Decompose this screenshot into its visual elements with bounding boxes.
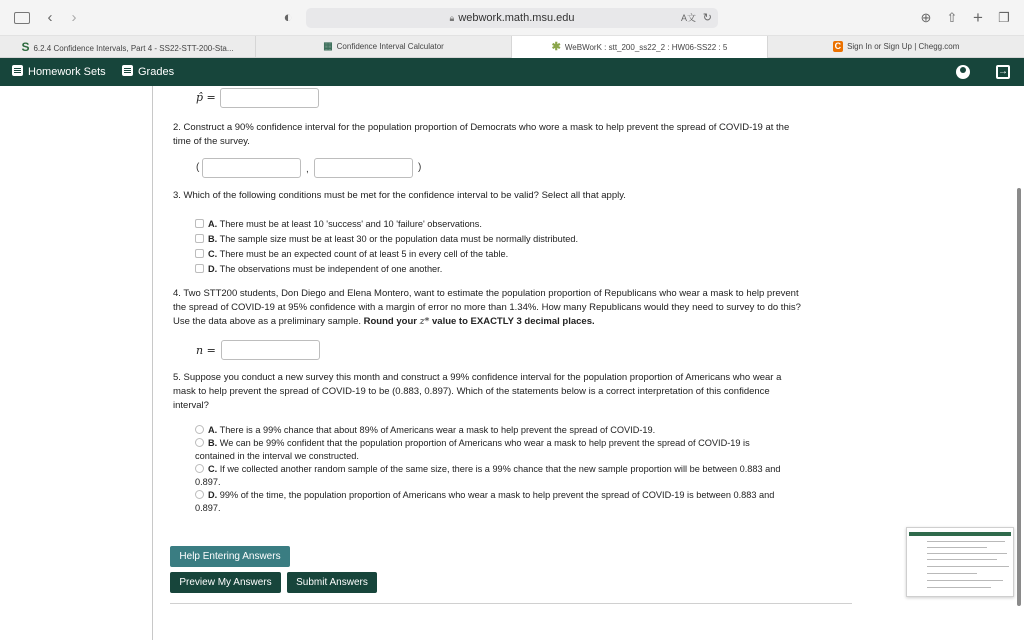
q5-option-b[interactable]	[195, 437, 845, 463]
thumbnail-line	[927, 553, 1007, 554]
option-letter: C.	[208, 464, 218, 474]
url-text: webwork.math.msu.edu	[458, 12, 575, 24]
option-letter: D.	[208, 490, 218, 500]
q5-option-c[interactable]	[195, 463, 845, 489]
q3-option-b[interactable]	[195, 233, 845, 246]
n-label: n =	[196, 344, 216, 357]
tab-overview-icon[interactable]: ❐	[998, 10, 1010, 25]
sidebar-icon[interactable]	[14, 12, 30, 24]
option-text: There is a 99% chance that about 89% of Americans wear a mask to help prevent the spread of COVID-19.	[219, 425, 656, 435]
submit-answers-button[interactable]: Submit Answers	[287, 572, 377, 593]
grades-link[interactable]	[122, 58, 174, 86]
footer-divider	[170, 603, 852, 604]
option-text-continued: 0.897.	[195, 477, 221, 487]
share-icon[interactable]: ⇧	[946, 10, 958, 25]
course-favicon-icon: S	[21, 40, 30, 54]
q3-option-c[interactable]	[195, 248, 845, 261]
new-tab-icon[interactable]: +	[973, 8, 983, 27]
q3-option-a[interactable]	[195, 218, 845, 231]
download-icon[interactable]: ⊕	[920, 10, 932, 25]
help-entering-answers-button[interactable]: Help Entering Answers	[170, 546, 290, 567]
address-bar[interactable]	[306, 8, 718, 28]
thumbnail-line	[927, 573, 977, 574]
webwork-navbar	[0, 58, 1024, 86]
list-icon	[12, 65, 23, 76]
q4-line-3	[173, 315, 843, 329]
q2-line-2: time of the survey.	[173, 136, 250, 147]
checkbox-a[interactable]	[195, 219, 204, 228]
q4-line-1: 4. Two STT200 students, Don Diego and Elena Montero, want to estimate the population proportion of Republicans who wear a mask to help prevent	[173, 288, 799, 299]
reload-icon[interactable]: ↻	[702, 12, 712, 24]
p-hat-input[interactable]	[220, 88, 319, 108]
privacy-shield-icon[interactable]: ◐	[283, 9, 293, 26]
tab-title: WeBWorK : stt_200_ss22_2 : HW06-SS22 : 5	[564, 43, 728, 52]
tab-title: Sign In or Sign Up | Chegg.com	[847, 42, 960, 51]
ci-comma: ,	[306, 164, 309, 175]
tab-webwork[interactable]	[512, 36, 768, 58]
q5-option-a[interactable]	[195, 424, 845, 437]
option-letter: B.	[208, 438, 218, 448]
option-letter: A.	[208, 219, 218, 229]
question-4	[173, 287, 843, 329]
thumbnail-line	[927, 559, 997, 560]
q5-line-1: 5. Suppose you conduct a new survey this month and construct a 99% confidence interval for the population proportion of Americans who wear a	[173, 372, 782, 383]
question-5	[173, 371, 843, 413]
option-text: 99% of the time, the population proportion of Americans who wear a mask to help prevent the spread of COVID-19 is between 0.883 and	[219, 490, 775, 500]
lock-icon: 🔒︎	[449, 13, 455, 23]
question-2	[173, 121, 843, 149]
radio-c[interactable]	[195, 464, 204, 473]
option-text-continued: contained in the interval we constructed.	[195, 451, 359, 461]
q4-round-instruction: Round your	[363, 316, 417, 327]
homework-sets-link[interactable]	[12, 58, 106, 86]
webwork-favicon-icon: ✱	[551, 41, 561, 53]
translate-icon[interactable]: A文	[680, 13, 696, 23]
thumbnail-line	[927, 580, 1003, 581]
q5-line-2: mask to help prevent the spread of COVID-19 to be (0.883, 0.897). Which of the statements below is a correct interpretation of this confidence	[173, 386, 770, 397]
grades-icon	[122, 65, 133, 76]
problem-content	[0, 86, 1024, 640]
z-star-symbol: z*	[419, 316, 430, 327]
browser-toolbar	[0, 0, 1024, 36]
q2-line-1: 2. Construct a 90% confidence interval for the population proportion of Democrats who wore a mask to help prevent the spread of COVID-19 at the	[173, 122, 790, 133]
ci-upper-input[interactable]	[314, 158, 413, 178]
option-letter: C.	[208, 249, 218, 259]
thumbnail-line	[927, 587, 991, 588]
n-input[interactable]	[221, 340, 320, 360]
checkbox-c[interactable]	[195, 249, 204, 258]
ci-close-paren: )	[418, 162, 422, 173]
grades-label: Grades	[138, 66, 175, 78]
thumbnail-line	[927, 547, 987, 548]
back-icon[interactable]: ‹	[47, 9, 53, 26]
checkbox-b[interactable]	[195, 234, 204, 243]
option-text: If we collected another random sample of the same size, there is a 99% chance that the new sample proportion will be between 0.883 and	[219, 464, 781, 474]
q4-line-2: the spread of COVID-19 at 95% confidence with a margin of error no more than 1.34%. How many Republicans would they need to survey to do this?	[173, 302, 801, 313]
q4-round-instruction-end: value to EXACTLY 3 decimal places.	[432, 316, 595, 327]
question-3: 3. Which of the following conditions must be met for the confidence interval to be valid? Select all that apply.	[173, 190, 626, 201]
q3-option-d[interactable]	[195, 263, 845, 276]
radio-b[interactable]	[195, 438, 204, 447]
thumbnail-line	[927, 541, 1005, 542]
tab-chegg[interactable]	[768, 36, 1024, 58]
option-text-continued: 0.897.	[195, 503, 221, 513]
tab-stt200-course[interactable]	[0, 36, 256, 58]
q5-option-d[interactable]	[195, 489, 845, 515]
vertical-scrollbar[interactable]	[1017, 188, 1021, 606]
thumbnail-navbar	[909, 532, 1011, 536]
calculator-favicon-icon: ▦	[323, 41, 333, 52]
q5-line-3: interval?	[173, 400, 209, 411]
tab-confidence-calculator[interactable]	[256, 36, 512, 58]
ci-lower-input[interactable]	[202, 158, 301, 178]
thumbnail-line	[927, 566, 1009, 567]
option-text: The observations must be independent of one another.	[219, 264, 443, 274]
homework-sets-label: Homework Sets	[28, 66, 106, 78]
page-thumbnail-preview[interactable]	[906, 527, 1014, 597]
user-account-icon[interactable]	[956, 65, 970, 79]
radio-a[interactable]	[195, 425, 204, 434]
option-text: There must be an expected count of at least 5 in every cell of the table.	[219, 249, 509, 259]
q4-line-3-text: Use the data above as a preliminary sample.	[173, 316, 361, 327]
logout-icon[interactable]: →	[998, 66, 1008, 77]
ci-open-paren: (	[196, 162, 200, 173]
option-text: We can be 99% confident that the population proportion of Americans who wear a mask to help prevent the spread of COVID-19 is	[219, 438, 750, 448]
option-text: The sample size must be at least 30 or the population data must be normally distributed.	[219, 234, 579, 244]
content-left-border	[152, 86, 153, 640]
preview-answers-button[interactable]: Preview My Answers	[170, 572, 281, 593]
forward-icon[interactable]: ›	[71, 9, 77, 26]
option-text: There must be at least 10 'success' and 10 'failure' observations.	[219, 219, 482, 229]
option-letter: A.	[208, 425, 218, 435]
option-letter: B.	[208, 234, 218, 244]
tab-title: Confidence Interval Calculator	[336, 42, 444, 51]
tab-title: 6.2.4 Confidence Intervals, Part 4 - SS22-STT-200-Sta...	[33, 44, 234, 53]
radio-d[interactable]	[195, 490, 204, 499]
p-hat-label: p̂ =	[196, 91, 216, 104]
option-letter: D.	[208, 264, 218, 274]
chegg-favicon-icon: C	[834, 41, 842, 51]
tab-bar	[0, 36, 1024, 58]
checkbox-d[interactable]	[195, 264, 204, 273]
